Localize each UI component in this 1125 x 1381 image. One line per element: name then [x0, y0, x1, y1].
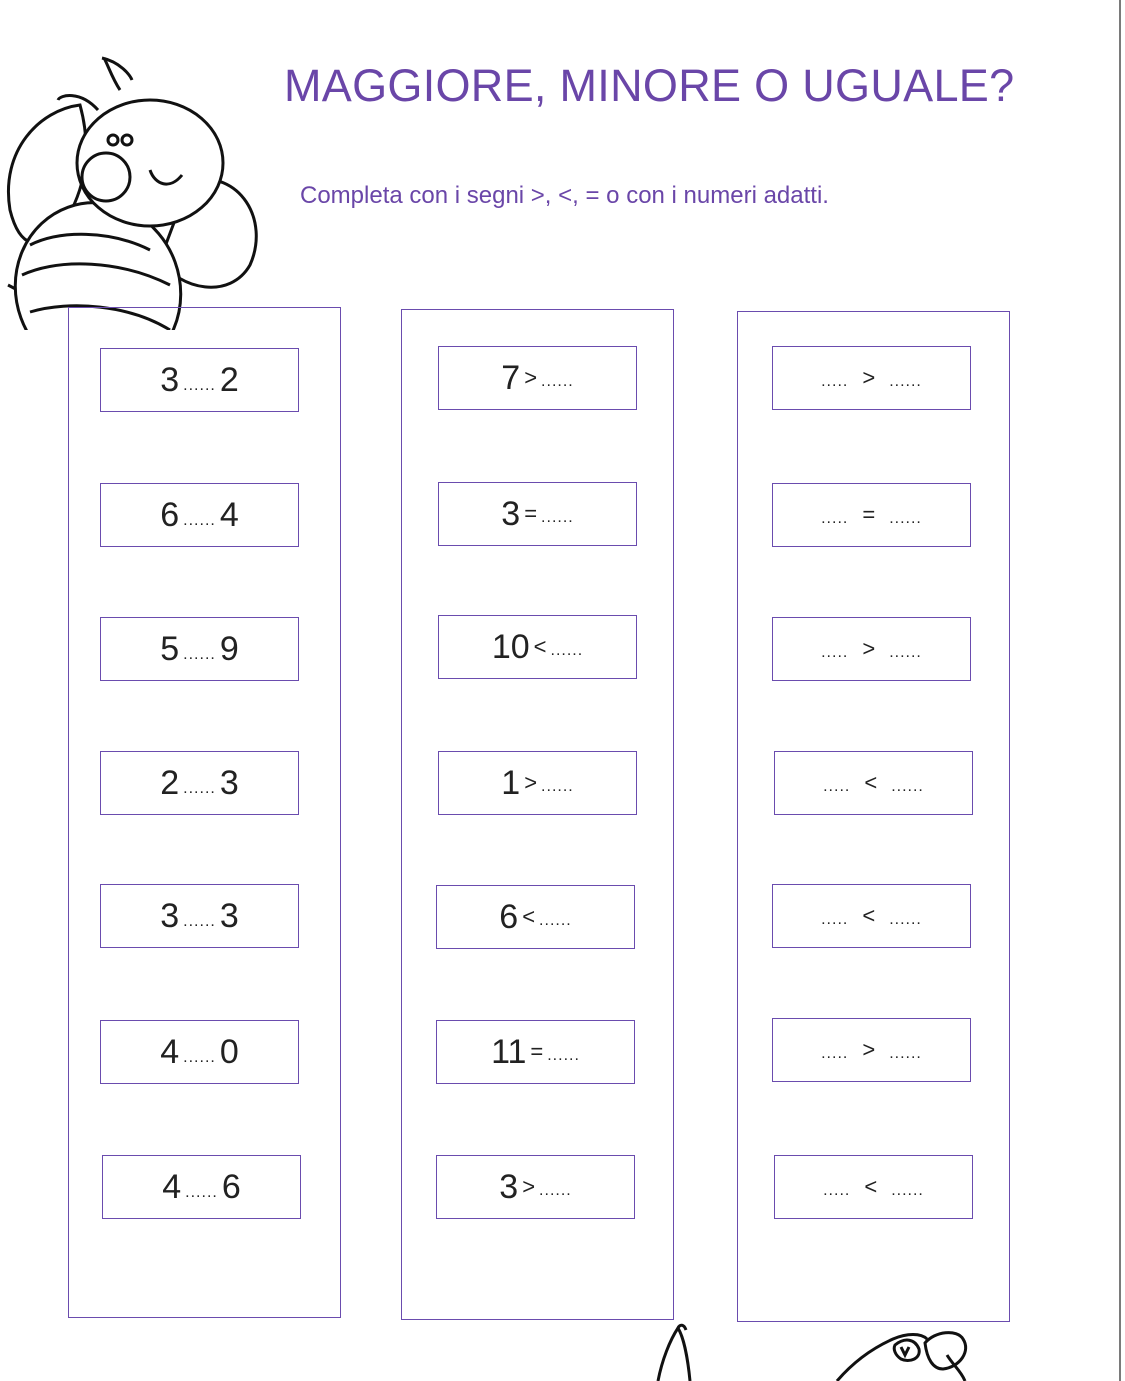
right-blank[interactable]: ...... [889, 911, 922, 928]
given-number: 10 [491, 627, 530, 666]
relation-sign: < [862, 903, 876, 928]
relation-sign: = [524, 501, 538, 526]
fill-both-card[interactable] [772, 884, 971, 948]
answer-blank[interactable]: ...... [547, 1047, 580, 1064]
left-number: 5 [160, 629, 180, 668]
fill-card[interactable] [438, 346, 637, 410]
right-blank[interactable]: ...... [889, 373, 922, 390]
right-blank[interactable]: ...... [889, 644, 922, 661]
compare-card[interactable] [100, 884, 299, 948]
left-blank[interactable]: ..... [823, 778, 851, 795]
relation-sign: < [522, 904, 536, 929]
compare-card[interactable] [102, 1155, 301, 1219]
answer-blank[interactable]: ...... [183, 780, 216, 797]
answer-blank[interactable]: ...... [539, 1182, 572, 1199]
fill-card[interactable] [436, 1020, 635, 1084]
answer-blank[interactable]: ...... [539, 912, 572, 929]
right-number: 0 [219, 1032, 239, 1071]
answer-blank[interactable]: ...... [541, 373, 574, 390]
left-blank[interactable]: ..... [821, 510, 849, 527]
right-blank[interactable]: ...... [889, 510, 922, 527]
right-number: 4 [219, 495, 239, 534]
left-number: 3 [160, 896, 180, 935]
fill-both-card[interactable] [772, 483, 971, 547]
fill-card[interactable] [436, 885, 635, 949]
given-number: 3 [501, 494, 521, 533]
relation-sign: > [862, 1037, 876, 1062]
fill-both-card[interactable] [774, 1155, 973, 1219]
relation-sign: = [530, 1039, 544, 1064]
worksheet-instructions: Completa con i segni >, <, = o con i numeri adatti. [300, 182, 829, 209]
answer-blank[interactable]: ...... [183, 913, 216, 930]
relation-sign: > [524, 770, 538, 795]
fill-card[interactable] [438, 751, 637, 815]
dog-illustration [835, 1325, 980, 1381]
left-blank[interactable]: ..... [821, 373, 849, 390]
compare-card[interactable] [100, 1020, 299, 1084]
left-number: 4 [160, 1032, 180, 1071]
answer-blank[interactable]: ...... [183, 377, 216, 394]
right-number: 3 [219, 896, 239, 935]
left-blank[interactable]: ..... [821, 911, 849, 928]
compare-card[interactable] [100, 617, 299, 681]
answer-blank[interactable]: ...... [541, 778, 574, 795]
given-number: 3 [499, 1167, 519, 1206]
fill-both-card[interactable] [772, 1018, 971, 1082]
relation-sign: > [524, 365, 538, 390]
fill-both-card[interactable] [772, 346, 971, 410]
fill-both-card[interactable] [774, 751, 973, 815]
relation-sign: > [862, 365, 876, 390]
relation-sign: < [533, 634, 547, 659]
right-number: 9 [219, 629, 239, 668]
left-blank[interactable]: ..... [821, 1045, 849, 1062]
left-number: 2 [160, 763, 180, 802]
right-number: 3 [219, 763, 239, 802]
left-number: 3 [160, 360, 180, 399]
given-number: 11 [491, 1032, 527, 1071]
cat-ear-illustration [640, 1320, 720, 1381]
answer-blank[interactable]: ...... [183, 512, 216, 529]
right-number: 6 [221, 1167, 241, 1206]
compare-card[interactable] [100, 348, 299, 412]
right-number: 2 [219, 360, 239, 399]
given-number: 7 [501, 358, 521, 397]
given-number: 1 [501, 763, 521, 802]
page-edge [1119, 0, 1121, 1381]
worksheet-title: MAGGIORE, MINORE O UGUALE? [284, 60, 1015, 111]
right-blank[interactable]: ...... [889, 1045, 922, 1062]
relation-sign: > [862, 636, 876, 661]
answer-blank[interactable]: ...... [183, 1049, 216, 1066]
relation-sign: = [862, 502, 876, 527]
answer-blank[interactable]: ...... [541, 509, 574, 526]
relation-sign: > [522, 1174, 536, 1199]
right-blank[interactable]: ...... [891, 1182, 924, 1199]
fill-card[interactable] [436, 1155, 635, 1219]
answer-blank[interactable]: ...... [183, 646, 216, 663]
compare-card[interactable] [100, 751, 299, 815]
compare-card[interactable] [100, 483, 299, 547]
given-number: 6 [499, 897, 519, 936]
fill-card[interactable] [438, 615, 637, 679]
answer-blank[interactable]: ...... [185, 1184, 218, 1201]
left-blank[interactable]: ..... [821, 644, 849, 661]
relation-sign: < [864, 770, 878, 795]
left-number: 6 [160, 495, 180, 534]
left-number: 4 [162, 1167, 182, 1206]
left-blank[interactable]: ..... [823, 1182, 851, 1199]
fill-both-card[interactable] [772, 617, 971, 681]
relation-sign: < [864, 1174, 878, 1199]
right-blank[interactable]: ...... [891, 778, 924, 795]
fill-card[interactable] [438, 482, 637, 546]
answer-blank[interactable]: ...... [550, 642, 584, 659]
bee-illustration [0, 50, 270, 330]
